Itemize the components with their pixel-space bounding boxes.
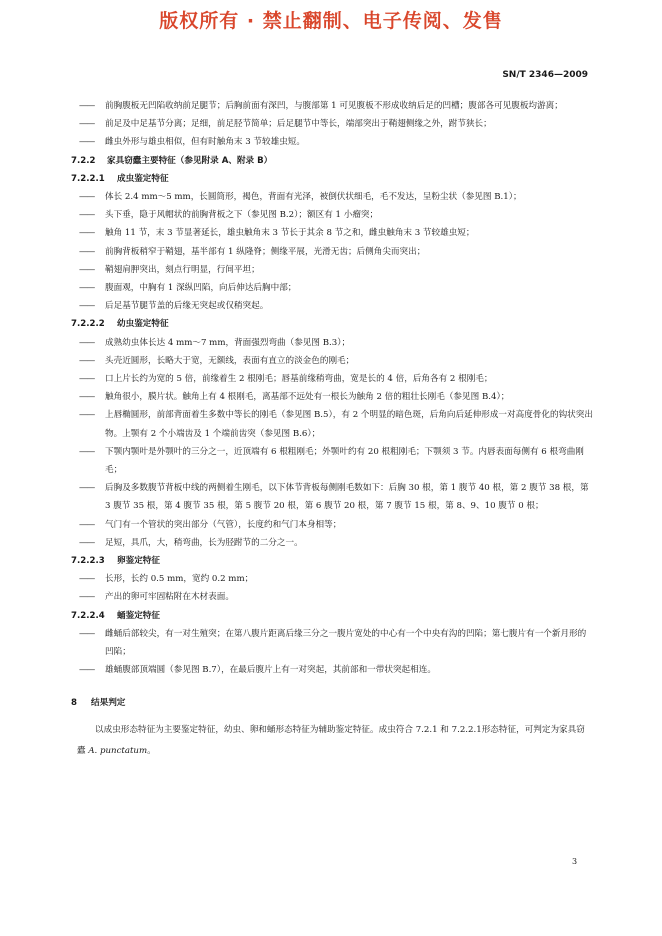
list-item: —— 头壳近圆形，长略大于宽，无额线，表面有直立的淡金色的刚毛； [77, 352, 593, 370]
list-item: —— 足短，具爪，大，稍弯曲，长为胫跗节的二分之一。 [77, 534, 593, 552]
section-title: 成虫鉴定特征 [117, 173, 169, 184]
list-item: —— 雄蛹腹部顶端圆（参见图 B.7），在最后腹片上有一对突起，其前部和一带状突起相连。 [77, 661, 593, 679]
section-number: 8 [71, 697, 77, 708]
section-number: 7.2.2 [71, 155, 96, 166]
list-item: —— 头下垂，隐于风帽状的前胸背板之下（参见图 B.2）；额区有 1 小瘤突； [77, 206, 593, 224]
section-title: 卵鉴定特征 [117, 556, 160, 567]
section-heading-7-2-2 [71, 152, 593, 170]
section-number: 7.2.2.1 [71, 173, 105, 184]
section-title: 家具窃蠹主要特征（参见附录 A、附录 B） [107, 155, 273, 166]
list-item: —— 下颚内颚叶是外颚叶的三分之一，近顶端有 6 根粗刚毛；外颚叶约有 20 根粗刚毛；下颚须 3 节。内唇表面每侧有 6 根弯曲刚毛； [77, 443, 593, 479]
list-item: —— 触角很小，膜片状。触角上有 4 根刚毛，离基部不远处有一根长为触角 2 倍的粗壮长刚毛（参见图 B.4）； [77, 388, 593, 406]
list-item: —— 雌虫外形与雄虫相似，但有时触角末 3 节较雄虫短。 [77, 133, 593, 151]
list-item: —— 产出的卵可牢固粘附在木材表面。 [77, 588, 593, 606]
list-item: —— 腹面观，中胸有 1 深纵凹陷，向后伸达后胸中部； [77, 279, 593, 297]
list-item: —— 触角 11 节，末 3 节显著延长，雄虫触角末 3 节长于其余 8 节之和，雌虫触角末 3 节较雄虫短； [77, 224, 593, 242]
section-heading-pupa [71, 607, 593, 625]
list-item: —— 口上片长约为宽的 5 倍，前缘着生 2 根刚毛；唇基前缘稍弯曲，宽是长的 4 倍，后角各有 2 根刚毛； [77, 370, 593, 388]
list-item: —— 前胸背板稍窄于鞘翅，基半部有 1 纵隆脊；侧缘平展，光滑无齿；后侧角尖而突出； [77, 243, 593, 261]
standard-code: SN/T 2346—2009 [502, 70, 588, 80]
list-item: —— 气门有一个管状的突出部分（气管），长度约和气门本身相等； [77, 516, 593, 534]
list-item: —— 体长 2.4 mm～5 mm，长圆筒形，褐色，背面有光泽，被倒伏状细毛，毛不发达，呈粉尘状（参见图 B.1）； [77, 188, 593, 206]
section-heading-egg [71, 552, 593, 570]
list-item: —— 长形，长约 0.5 mm，宽约 0.2 mm； [77, 570, 593, 588]
section-title: 结果判定 [91, 697, 126, 708]
section-number: 7.2.2.2 [71, 319, 105, 330]
list-item: —— 后胸及多数腹节背板中线的两侧着生刚毛，以下体节背板每侧刚毛数如下：后胸 30 根，第 1 腹节 40 根，第 2 腹节 38 根，第 3 腹节 35 根，第 4 腹节 35 根，第 5 腹节 20 根，第 6 腹节 20 根，第 7 腹节 15 根，第 8、9、10 腹节 0 根； [77, 479, 593, 515]
result-text-end: 。 [147, 745, 156, 756]
section-heading-adult [71, 170, 593, 188]
list-item: —— 成熟幼虫体长达 4 mm～7 mm，背面强烈弯曲（参见图 B.3）； [77, 334, 593, 352]
section-title: 蛹鉴定特征 [117, 610, 160, 621]
page-number: 3 [572, 857, 578, 866]
list-item: —— 后足基节腿节盖的后缘无突起或仅稍突起。 [77, 297, 593, 315]
species-name: A. punctatum [88, 745, 148, 756]
copyright-watermark: 版权所有 · 禁止翻制、电子传阅、发售 [159, 10, 503, 32]
section-number: 7.2.2.3 [71, 556, 105, 567]
list-item: —— 鞘翅肩胛突出，刻点行明显，行间平坦； [77, 261, 593, 279]
document-body [71, 97, 593, 762]
section-heading-result [71, 694, 593, 712]
section-title: 幼虫鉴定特征 [117, 319, 169, 330]
result-text: 以成虫形态特征为主要鉴定特征，幼虫、卵和蛹形态特征为辅助鉴定特征。成虫符合 7.2.1 和 7.2.2.1形态特征，可判定为家具窃蠹 [77, 724, 585, 756]
result-paragraph [77, 720, 593, 762]
section-heading-larva [71, 315, 593, 333]
list-item: —— 上唇椭圆形，前部背面着生多数中等长的刚毛（参见图 B.5），有 2 个明显的暗色斑，后角向后延伸形成一对高度骨化的钩状突出物。上颚有 2 个小端齿及 1 个端前齿突（参见图 B.6）； [77, 406, 593, 442]
list-item: —— 前胸腹板无凹陷收纳前足腿节；后胸前面有深凹，与腹部第 1 可见腹板不形成收纳后足的凹槽；腹部各可见腹板均游离； [77, 97, 593, 115]
section-number: 7.2.2.4 [71, 610, 105, 621]
list-item: —— 雌蛹后部较尖，有一对生殖突；在第八腹片距离后缘三分之一腹片宽处的中心有一个中央有沟的凹陷；第七腹片有一个新月形的凹陷； [77, 625, 593, 661]
list-item: —— 前足及中足基节分离；足细，前足胫节简单；后足腿节中等长，端部突出于鞘翅侧缘之外，跗节狭长； [77, 115, 593, 133]
